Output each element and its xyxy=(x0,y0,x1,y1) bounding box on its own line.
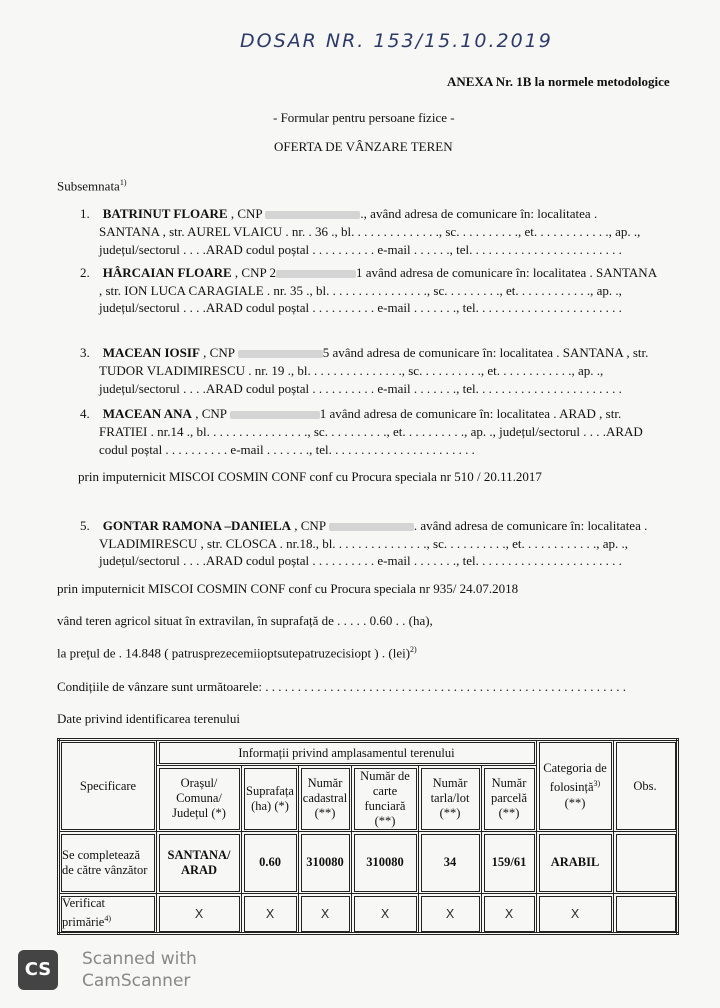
cell-suprafata: 0.60 xyxy=(242,832,299,894)
check-mark-cadastral: X xyxy=(299,894,352,934)
document-title: OFERTA DE VÂNZARE TEREN xyxy=(274,139,453,154)
check-mark-categoria: X xyxy=(537,894,614,934)
redacted-cnp xyxy=(276,270,356,278)
person-5-line-3: județul/sectorul . . . .ARAD codul poștal . . . . . . . . . . e-mail . . . . . . ., tel. . . . . . . . . . . . . . . . . . . . . . . xyxy=(99,553,622,568)
cell-categoria: ARABIL xyxy=(537,832,614,894)
person-1-line-1: 1. BATRINUT FLOARE , CNP ., având adresa de comunicare în: localitatea . xyxy=(80,206,598,221)
person-3-line-2: TUDOR VLADIMIRESCU . nr. 19 ., bl. . . . . . . . . . . . . . ., sc. . . . . . . . . ., et. . . . . . . . . . . ., ap. ., xyxy=(99,363,604,378)
check-mark-tarla-lot: X xyxy=(419,894,482,934)
col-header-tarla-lot: Număr tarla/lot (**) xyxy=(419,766,482,832)
row-label-vanzator: Se completează de către vânzător xyxy=(59,832,157,894)
cell-obs-verificat xyxy=(614,894,678,934)
check-mark-suprafata: X xyxy=(242,894,299,934)
col-header-nr-cadastral: Număr cadastral (**) xyxy=(299,766,352,832)
col-header-obs: Obs. xyxy=(614,740,678,832)
person-4-line-2: FRATIEI . nr.14 ., bl. . . . . . . . . . . . . . . ., sc. . . . . . . . . ., et. . . . . . . . . ., ap. ., județul/sectorul . . . .ARAD xyxy=(99,424,643,439)
col-header-categoria: Categoria de folosință$^{3)}$ (**) xyxy=(537,740,614,832)
row-label-primarie: Verificat primărie$^{4)}$ xyxy=(59,894,157,934)
cell-nr-cadastral: 310080 xyxy=(299,832,352,894)
person-2-line-3: județul/sectorul . . . .ARAD codul poștal . . . . . . . . . . e-mail . . . . . . ., tel. . . . . . . . . . . . . . . . . . . . . . . xyxy=(99,300,622,315)
cell-obs xyxy=(614,832,678,894)
form-subtitle: - Formular pentru persoane fizice - xyxy=(273,110,455,125)
col-header-specificare: Specificare xyxy=(59,740,157,832)
check-mark-carte-funciara: X xyxy=(352,894,419,934)
check-mark-parcela: X xyxy=(482,894,537,934)
cell-parcela: 159/61 xyxy=(482,832,537,894)
person-3-line-1: 3. MACEAN IOSIF , CNP 5 având adresa de comunicare în: localitatea . SANTANA , str. xyxy=(80,345,649,360)
person-5-line-1: 5. GONTAR RAMONA –DANIELA , CNP . având adresa de comunicare în: localitatea . xyxy=(80,518,648,533)
proxy-statement-2: prin imputernicit MISCOI COSMIN CONF conf cu Procura speciala nr 935/ 24.07.2018 xyxy=(57,581,519,596)
cell-localitate: SANTANA/ ARAD xyxy=(157,832,242,894)
redacted-cnp xyxy=(238,350,323,358)
person-2-line-2: , str. ION LUCA CARAGIALE . nr. 35 ., bl. . . . . . . . . . . . . . . ., sc. . . . . . . . ., et. . . . . . . . . . . ., ap. ., xyxy=(99,283,622,298)
cell-carte-funciara: 310080 xyxy=(352,832,419,894)
col-header-localitate: Orașul/ Comuna/ Județul (*) xyxy=(157,766,242,832)
person-3-line-3: județul/sectorul . . . .ARAD codul poștal . . . . . . . . . . e-mail . . . . . . ., tel. . . . . . . . . . . . . . . . . . . . . . . xyxy=(99,381,622,396)
check-mark-localitate: X xyxy=(157,894,242,934)
land-area-statement: vând teren agricol situat în extravilan, în suprafață de . . . . . 0.60 . . (ha), xyxy=(57,613,433,628)
camscanner-logo: CS xyxy=(18,950,58,990)
person-4-line-3: codul poștal . . . . . . . . . . e-mail . . . . . . ., tel. . . . . . . . . . . . . . . . . . . . . . . xyxy=(99,442,475,457)
person-1-line-3: județul/sectorul . . . .ARAD codul poștal . . . . . . . . . . e-mail . . . . . ., tel. . . . . . . . . . . . . . . . . . . . . . . . xyxy=(99,242,622,257)
redacted-cnp xyxy=(265,211,360,219)
price-statement: la prețul de . 14.848 ( patrusprezecemiioptsutepatruzecisiopt ) . (lei)$^{2)}$ xyxy=(57,645,417,661)
subsemnata-label: Subsemnata$^{1)}$ xyxy=(57,178,127,194)
proxy-statement-1: prin imputernicit MISCOI COSMIN CONF conf cu Procura speciala nr 510 / 20.11.2017 xyxy=(78,469,542,484)
camscanner-watermark: Scanned with CamScanner xyxy=(82,949,197,991)
person-4-line-1: 4. MACEAN ANA , CNP 1 având adresa de comunicare în: localitatea . ARAD , str. xyxy=(80,406,622,421)
land-data-heading: Date privind identificarea terenului xyxy=(57,711,241,726)
col-header-carte-funciara: Număr de carte funciară (**) xyxy=(352,766,419,832)
sale-conditions: Condițiile de vânzare sunt următoarele: . . . . . . . . . . . . . . . . . . . . . . . . . . . . . . . . . . . . . . . . . . . . . . . . . . . . . . . . xyxy=(57,679,627,694)
land-identification-table xyxy=(57,738,679,935)
col-header-parcela: Număr parcelă (**) xyxy=(482,766,537,832)
annex-title: ANEXA Nr. 1B la normele metodologice xyxy=(447,74,670,89)
person-1-line-2: SANTANA , str. AUREL VLAICU . nr. . 36 ., bl. . . . . . . . . . . . . ., sc. . . . . . . . . ., et. . . . . . . . . . . ., ap. ., xyxy=(99,224,641,239)
redacted-cnp xyxy=(329,523,414,531)
redacted-cnp xyxy=(230,411,320,419)
location-info-header: Informații privind amplasamentul terenului xyxy=(157,740,537,766)
cell-tarla-lot: 34 xyxy=(419,832,482,894)
file-number-handwritten: DOSAR NR. 153/15.10.2019 xyxy=(240,30,553,52)
person-5-line-2: VLADIMIRESCU , str. CLOSCA . nr.18., bl. . . . . . . . . . . . . . ., sc. . . . . . . . . ., et. . . . . . . . . . . ., ap. ., xyxy=(99,536,629,551)
person-2-line-1: 2. HÂRCAIAN FLOARE , CNP 2 1 având adresa de comunicare în: localitatea . SANTANA xyxy=(80,265,658,280)
col-header-suprafata: Suprafața (ha) (*) xyxy=(242,766,299,832)
